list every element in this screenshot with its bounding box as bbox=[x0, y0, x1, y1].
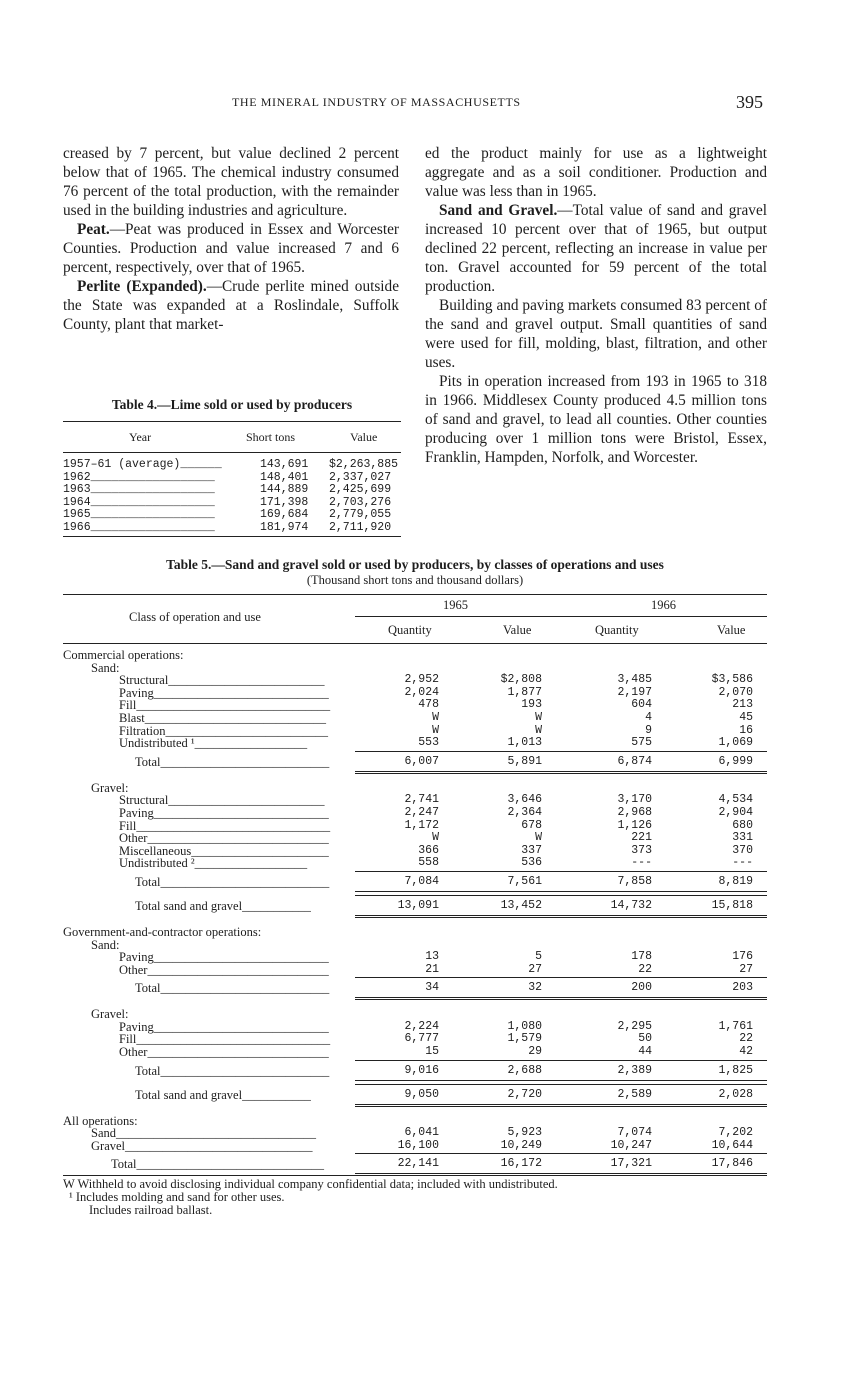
quantity-1965-cell: 1,172 bbox=[404, 818, 439, 832]
value-1966-cell: $3,586 bbox=[711, 673, 753, 687]
total-label: Total___________________________ bbox=[135, 981, 330, 996]
table-row bbox=[63, 458, 401, 471]
row-label: Miscellaneous______________________ bbox=[119, 843, 329, 858]
quantity-1965-cell: 366 bbox=[418, 843, 439, 857]
quantity-1966-cell: 221 bbox=[631, 831, 652, 845]
quantity-1965-total: 9,050 bbox=[404, 1087, 439, 1101]
total-label: Total___________________________ bbox=[135, 1063, 330, 1078]
column-header-year: Year bbox=[129, 430, 152, 444]
quantity-1966-cell: 50 bbox=[638, 1032, 652, 1046]
section-label-row bbox=[63, 1007, 767, 1020]
section-label-row bbox=[63, 781, 767, 794]
value-1966-cell: 22 bbox=[739, 1032, 753, 1046]
value-1966-cell: 4,534 bbox=[718, 793, 753, 807]
value-1965-total: 13,452 bbox=[500, 898, 542, 912]
paragraph-markets: Building and paving markets consumed 83 percent of the sand and gravel output. Small quantities of sand were used for fill, molding, blast, filtration, and other uses. bbox=[425, 297, 767, 371]
value-1965-cell: W bbox=[535, 831, 542, 845]
quantity-1966-cell: 178 bbox=[631, 950, 652, 964]
total-row bbox=[63, 1151, 767, 1175]
header-divider bbox=[355, 616, 767, 617]
value-cell: 2,337,027 bbox=[329, 470, 392, 484]
total-label: Total sand and gravel___________ bbox=[135, 1087, 311, 1102]
value-1966-cell: 42 bbox=[739, 1045, 753, 1059]
table-4-body bbox=[63, 453, 401, 537]
quantity-1965-cell: 13 bbox=[425, 950, 439, 964]
quantity-1965-cell: 2,224 bbox=[404, 1019, 439, 1033]
footnote-1: ¹ Includes molding and sand for other uses. bbox=[69, 1190, 285, 1205]
value-1965-cell: 10,249 bbox=[500, 1138, 542, 1152]
quantity-1965-cell: W bbox=[432, 831, 439, 845]
section-label: Gravel: bbox=[91, 780, 129, 795]
total-rule-top bbox=[355, 895, 767, 896]
total-row bbox=[63, 893, 767, 917]
value-1966-total: 8,819 bbox=[718, 874, 753, 888]
value-1965-cell: 1,080 bbox=[507, 1019, 542, 1033]
table-row bbox=[63, 793, 767, 806]
table-row bbox=[63, 1139, 767, 1152]
short-tons-cell: 144,889 bbox=[260, 483, 309, 496]
row-spacer bbox=[63, 773, 767, 781]
peat-heading: Peat. bbox=[77, 221, 110, 238]
short-tons-cell: 181,974 bbox=[260, 520, 309, 534]
total-rule-bottom bbox=[355, 1080, 767, 1081]
paragraph-lime-continued: creased by 7 percent, but value declined 2 percent below that of 1965. The chemical industry consumed 76 percent of the total production, with the remainder used in the building industries and agriculture. bbox=[63, 145, 399, 219]
value-1965-total: 2,720 bbox=[507, 1087, 542, 1101]
table-row bbox=[63, 819, 767, 832]
value-1966-cell: 1,761 bbox=[718, 1019, 753, 1033]
total-rule-bottom bbox=[355, 771, 767, 772]
year-cell: 1962__________________ bbox=[63, 470, 215, 484]
row-label: Fill_______________________________ bbox=[119, 818, 331, 833]
quantity-1965-total: 22,141 bbox=[397, 1157, 439, 1171]
table-5-body bbox=[63, 644, 767, 1175]
table-5-footnotes bbox=[63, 1175, 767, 1217]
perlite-heading: Perlite (Expanded). bbox=[77, 278, 207, 295]
value-1966-total: 2,028 bbox=[718, 1087, 753, 1101]
total-rule-top bbox=[355, 871, 767, 872]
value-1966-cell: 2,904 bbox=[718, 805, 753, 819]
quantity-1965-cell: 478 bbox=[418, 698, 439, 712]
total-rule-bottom bbox=[355, 997, 767, 998]
quantity-1965-cell: 16,100 bbox=[397, 1138, 439, 1152]
row-label: Structural_________________________ bbox=[119, 793, 325, 808]
column-header-1966: 1966 bbox=[651, 598, 676, 612]
value-1966-total: 1,825 bbox=[718, 1063, 753, 1077]
quantity-1966-cell: 10,247 bbox=[610, 1138, 652, 1152]
quantity-1966-total: 14,732 bbox=[610, 898, 652, 912]
section-label: Commercial operations: bbox=[63, 648, 184, 662]
quantity-1966-cell: 2,197 bbox=[617, 685, 652, 699]
value-1965-total: 32 bbox=[528, 981, 542, 995]
value-1965-cell: 1,877 bbox=[507, 685, 542, 699]
section-label-row bbox=[63, 938, 767, 951]
table-row bbox=[63, 711, 767, 724]
short-tons-cell: 169,684 bbox=[260, 508, 309, 521]
running-head: THE MINERAL INDUSTRY OF MASSACHUSETTS bbox=[232, 95, 521, 109]
quantity-1966-cell: 7,074 bbox=[617, 1126, 652, 1140]
value-1966-cell: 213 bbox=[732, 698, 753, 712]
table-row bbox=[63, 1045, 767, 1058]
value-1966-cell: 1,069 bbox=[718, 736, 753, 750]
section-label-row bbox=[63, 1114, 767, 1127]
section-label: Government-and-contractor operations: bbox=[63, 924, 262, 939]
section-label-row bbox=[63, 648, 767, 661]
total-rule-top bbox=[355, 751, 767, 752]
value-1965-cell: 193 bbox=[521, 698, 542, 712]
total-row bbox=[63, 975, 767, 999]
quantity-1966-cell: 3,485 bbox=[617, 673, 652, 687]
quantity-1966-cell: 4 bbox=[645, 710, 652, 724]
quantity-1965-total: 9,016 bbox=[404, 1063, 439, 1077]
table-row bbox=[63, 963, 767, 976]
quantity-1965-total: 34 bbox=[425, 981, 439, 995]
year-cell: 1965__________________ bbox=[63, 508, 215, 521]
short-tons-cell: 148,401 bbox=[260, 470, 309, 484]
value-cell: $2,263,885 bbox=[329, 458, 399, 471]
table-5-header bbox=[63, 594, 767, 644]
total-row bbox=[63, 1058, 767, 1082]
quantity-1966-total: 7,858 bbox=[617, 874, 652, 888]
total-row bbox=[63, 1082, 767, 1106]
value-1965-cell: W bbox=[535, 723, 542, 737]
total-rule-top bbox=[355, 1084, 767, 1085]
value-1966-cell: 176 bbox=[732, 950, 753, 964]
table-4-lime bbox=[63, 397, 401, 537]
value-1965-cell: 678 bbox=[521, 818, 542, 832]
table-5-subtitle: (Thousand short tons and thousand dollars) bbox=[306, 573, 524, 587]
value-1965-cell: $2,808 bbox=[500, 673, 542, 687]
quantity-1966-cell: 575 bbox=[631, 736, 652, 750]
quantity-1965-total: 7,084 bbox=[404, 874, 439, 888]
section-label-row bbox=[63, 661, 767, 674]
quantity-1965-total: 13,091 bbox=[397, 898, 439, 912]
value-1966-cell: 2,070 bbox=[718, 685, 753, 699]
quantity-1965-cell: 2,247 bbox=[404, 805, 439, 819]
table-row bbox=[63, 673, 767, 686]
total-label: Total sand and gravel___________ bbox=[135, 898, 311, 913]
table-row bbox=[63, 806, 767, 819]
total-rule-top bbox=[355, 1060, 767, 1061]
sand-gravel-body: —Total value of sand and gravel increased 10 percent over that of 1965, but output declined 22 percent, reflecting an increase in value per ton. Gravel accounted for 59 percent of the total production. bbox=[425, 202, 767, 295]
value-1966-cell: --- bbox=[732, 856, 753, 870]
quantity-1965-cell: W bbox=[432, 710, 439, 724]
quantity-1966-cell: 604 bbox=[631, 698, 652, 712]
column-header-quantity-1966: Quantity bbox=[595, 623, 639, 637]
row-label: Other_____________________________ bbox=[119, 831, 329, 846]
quantity-1966-total: 2,589 bbox=[617, 1087, 652, 1101]
short-tons-cell: 171,398 bbox=[260, 495, 309, 509]
total-rule-bottom bbox=[355, 1104, 767, 1105]
row-spacer bbox=[63, 999, 767, 1007]
total-row bbox=[63, 749, 767, 773]
quantity-1965-total: 6,007 bbox=[404, 754, 439, 768]
year-cell: 1963__________________ bbox=[63, 483, 215, 496]
quantity-1965-cell: W bbox=[432, 723, 439, 737]
table-row bbox=[63, 496, 401, 509]
footnote-w: W Withheld to avoid disclosing individual company confidential data; included with undistributed. bbox=[63, 1177, 558, 1192]
total-rule-double bbox=[355, 773, 767, 774]
column-header-value-1966: Value bbox=[717, 623, 746, 637]
row-label: Blast_____________________________ bbox=[119, 710, 326, 725]
row-label: Sand________________________________ bbox=[91, 1126, 316, 1141]
quantity-1965-cell: 2,024 bbox=[404, 685, 439, 699]
quantity-1966-cell: 22 bbox=[638, 962, 652, 976]
quantity-1965-cell: 15 bbox=[425, 1045, 439, 1059]
total-label: Total___________________________ bbox=[135, 874, 330, 889]
quantity-1965-cell: 553 bbox=[418, 736, 439, 750]
quantity-1965-cell: 6,041 bbox=[404, 1126, 439, 1140]
value-1965-cell: W bbox=[535, 710, 542, 724]
quantity-1966-cell: 44 bbox=[638, 1045, 652, 1059]
quantity-1965-cell: 2,952 bbox=[404, 673, 439, 687]
total-label: Total______________________________ bbox=[111, 1157, 325, 1172]
quantity-1966-total: 200 bbox=[631, 981, 652, 995]
value-1966-total: 203 bbox=[732, 981, 753, 995]
value-1966-cell: 7,202 bbox=[718, 1126, 753, 1140]
table-row bbox=[63, 508, 401, 521]
row-label: Paving____________________________ bbox=[119, 805, 329, 820]
total-rule-bottom bbox=[355, 891, 767, 892]
value-1965-total: 16,172 bbox=[500, 1157, 542, 1171]
year-cell: 1964__________________ bbox=[63, 495, 215, 509]
total-rule-double bbox=[355, 917, 767, 918]
quantity-1966-cell: 373 bbox=[631, 843, 652, 857]
quantity-1966-cell: 3,170 bbox=[617, 793, 652, 807]
column-header-value-1965: Value bbox=[503, 623, 532, 637]
peat-body: —Peat was produced in Essex and Worcester Counties. Production and value increased 7 and 6 percent, respectively, over that of 1965. bbox=[63, 221, 399, 276]
column-header-value: Value bbox=[350, 430, 378, 444]
quantity-1966-cell: 2,968 bbox=[617, 805, 652, 819]
quantity-1965-cell: 21 bbox=[425, 962, 439, 976]
footnote-2: Includes railroad ballast. bbox=[89, 1203, 213, 1218]
section-label: Sand: bbox=[91, 937, 120, 952]
value-1965-total: 5,891 bbox=[507, 754, 542, 768]
quantity-1966-cell: 2,295 bbox=[617, 1019, 652, 1033]
value-1965-cell: 1,579 bbox=[507, 1032, 542, 1046]
table-row bbox=[63, 698, 767, 711]
page-number: 395 bbox=[736, 92, 763, 112]
total-rule-bottom bbox=[355, 915, 767, 916]
value-1966-cell: 16 bbox=[739, 723, 753, 737]
value-1965-total: 7,561 bbox=[507, 874, 542, 888]
row-label: Fill_______________________________ bbox=[119, 1032, 331, 1047]
table-row bbox=[63, 471, 401, 484]
value-cell: 2,425,699 bbox=[329, 483, 392, 496]
right-text-column bbox=[425, 144, 767, 467]
table-5-title: Table 5.—Sand and gravel sold or used by producers, by classes of operations and uses bbox=[166, 557, 664, 572]
value-cell: 2,711,920 bbox=[329, 520, 392, 534]
paragraph-peat bbox=[63, 220, 399, 277]
value-1965-cell: 1,013 bbox=[507, 736, 542, 750]
paragraph-perlite bbox=[63, 277, 399, 334]
total-rule-double bbox=[355, 1106, 767, 1107]
value-1966-cell: 680 bbox=[732, 818, 753, 832]
row-label: Gravel______________________________ bbox=[91, 1138, 313, 1153]
total-rule-top bbox=[355, 977, 767, 978]
value-1966-total: 17,846 bbox=[711, 1157, 753, 1171]
paragraph-pits: Pits in operation increased from 193 in 1965 to 318 in 1966. Middlesex County produced 4.5 million tons of sand and gravel, to lead all counties. Other counties producing over 1 million tons were Bristol, Essex, Franklin, Hampden, Norfolk, and Worcester. bbox=[425, 373, 767, 466]
sand-gravel-heading: Sand and Gravel. bbox=[439, 202, 558, 219]
value-1965-cell: 337 bbox=[521, 843, 542, 857]
quantity-1966-total: 2,389 bbox=[617, 1063, 652, 1077]
left-text-column bbox=[63, 144, 399, 334]
value-cell: 2,703,276 bbox=[329, 495, 392, 509]
total-rule-bottom bbox=[355, 1173, 767, 1174]
row-label: Undistributed ²__________________ bbox=[119, 856, 308, 871]
column-header-short-tons: Short tons bbox=[246, 430, 296, 444]
value-1965-cell: 2,364 bbox=[507, 805, 542, 819]
total-row bbox=[63, 869, 767, 893]
row-label: Structural_________________________ bbox=[119, 673, 325, 688]
row-label: Other_____________________________ bbox=[119, 1045, 329, 1060]
quantity-1966-cell: 1,126 bbox=[617, 818, 652, 832]
value-1966-total: 6,999 bbox=[718, 754, 753, 768]
value-cell: 2,779,055 bbox=[329, 508, 392, 521]
column-header-1965: 1965 bbox=[443, 598, 468, 612]
quantity-1965-cell: 6,777 bbox=[404, 1032, 439, 1046]
table-row bbox=[63, 950, 767, 963]
table-row bbox=[63, 1126, 767, 1139]
value-1966-cell: 10,644 bbox=[711, 1138, 753, 1152]
value-1965-cell: 536 bbox=[521, 856, 542, 870]
value-1965-cell: 29 bbox=[528, 1045, 542, 1059]
table-row bbox=[63, 521, 401, 534]
year-cell: 1957–61 (average)______ bbox=[63, 458, 222, 471]
table-4-title: Table 4.—Lime sold or used by producers bbox=[111, 397, 353, 412]
quantity-1966-total: 17,321 bbox=[610, 1157, 652, 1171]
value-1966-cell: 331 bbox=[732, 831, 753, 845]
row-label: Paving____________________________ bbox=[119, 1019, 329, 1034]
row-label: Filtration__________________________ bbox=[119, 723, 329, 738]
quantity-1966-cell: --- bbox=[631, 856, 652, 870]
row-label: Undistributed ¹__________________ bbox=[119, 736, 308, 751]
table-row bbox=[63, 856, 767, 869]
value-1965-cell: 27 bbox=[528, 962, 542, 976]
quantity-1965-cell: 558 bbox=[418, 856, 439, 870]
value-1965-cell: 5,923 bbox=[507, 1126, 542, 1140]
value-1966-cell: 370 bbox=[732, 843, 753, 857]
value-1966-cell: 45 bbox=[739, 710, 753, 724]
paragraph-sand-gravel bbox=[425, 201, 767, 296]
perlite-body: —Crude perlite mined outside the State was expanded at a Roslindale, Suffolk County, plant that market- bbox=[63, 278, 399, 333]
table-row bbox=[63, 724, 767, 737]
value-1965-total: 2,688 bbox=[507, 1063, 542, 1077]
value-1965-cell: 5 bbox=[535, 950, 542, 964]
table-5-sand-gravel bbox=[63, 557, 767, 1217]
quantity-1965-cell: 2,741 bbox=[404, 793, 439, 807]
table-row bbox=[63, 1032, 767, 1045]
row-label: Other_____________________________ bbox=[119, 962, 329, 977]
total-rule-double bbox=[355, 999, 767, 1000]
short-tons-cell: 143,691 bbox=[260, 458, 309, 471]
row-label: Fill_______________________________ bbox=[119, 698, 331, 713]
section-label: All operations: bbox=[63, 1113, 138, 1128]
value-1965-cell: 3,646 bbox=[507, 793, 542, 807]
row-spacer bbox=[63, 917, 767, 925]
value-1966-cell: 27 bbox=[739, 962, 753, 976]
column-header-quantity-1965: Quantity bbox=[388, 623, 432, 637]
quantity-1966-cell: 9 bbox=[645, 723, 652, 737]
table-4-header bbox=[63, 421, 401, 453]
table-row bbox=[63, 686, 767, 699]
section-label: Gravel: bbox=[91, 1007, 129, 1022]
table-row bbox=[63, 483, 401, 496]
section-label: Sand: bbox=[91, 660, 120, 675]
value-1966-total: 15,818 bbox=[711, 898, 753, 912]
table-row bbox=[63, 831, 767, 844]
row-label: Paving____________________________ bbox=[119, 950, 329, 965]
table-row bbox=[63, 736, 767, 749]
column-header-class: Class of operation and use bbox=[129, 610, 261, 624]
table-row bbox=[63, 1020, 767, 1033]
row-label: Paving____________________________ bbox=[119, 685, 329, 700]
paragraph-perlite-continued: ed the product mainly for use as a lightweight aggregate and as a soil conditioner. Production and value was less than in 1965. bbox=[425, 145, 767, 200]
quantity-1966-total: 6,874 bbox=[617, 754, 652, 768]
table-row bbox=[63, 844, 767, 857]
total-rule-top bbox=[355, 1153, 767, 1154]
row-spacer bbox=[63, 1106, 767, 1114]
total-label: Total___________________________ bbox=[135, 754, 330, 769]
section-label-row bbox=[63, 925, 767, 938]
year-cell: 1966__________________ bbox=[63, 520, 215, 534]
